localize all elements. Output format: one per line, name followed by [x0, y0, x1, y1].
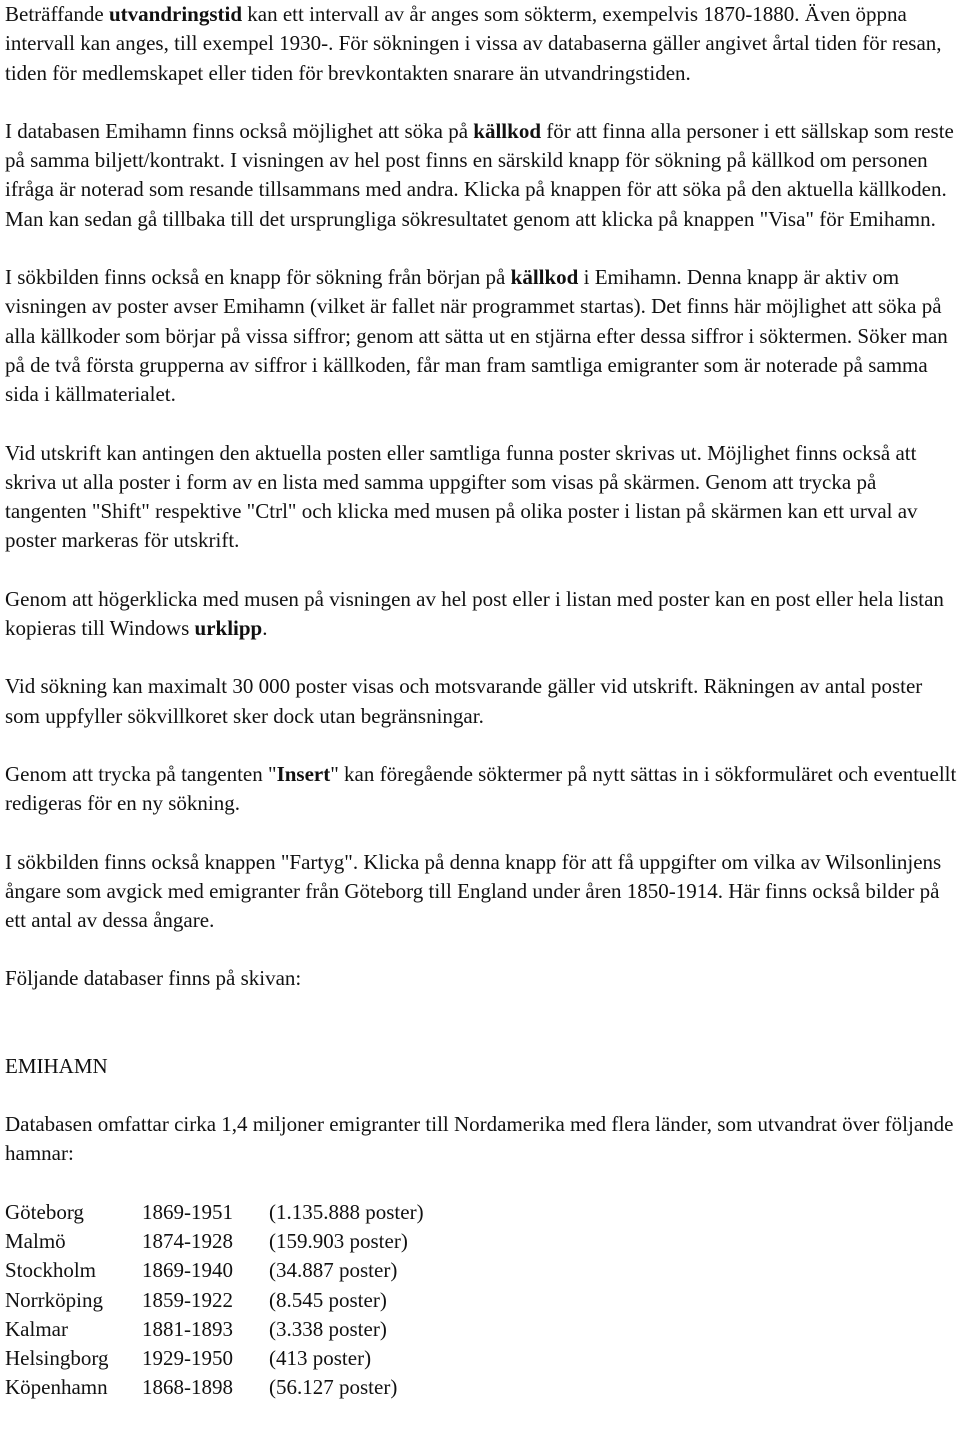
paragraph-utskrift: Vid utskrift kan antingen den aktuella posten eller samtliga funna poster skrivas ut. Möjlighet finns också att skriva ut alla poster i form av en lista med samma uppgifter som visas på skärmen. Genom att trycka på tangenten "Shift" respektive "Ctrl" och klicka med musen på olika poster i listan på skärmen kan ett urval av poster markeras för utskrift. [5, 440, 918, 553]
table-row [5, 1344, 424, 1373]
port-name: Köpenhamn [5, 1375, 108, 1400]
section-description: Databasen omfattar cirka 1,4 miljoner emigranter till Nordamerika med flera länder, som utvandrat över följande hamnar: [5, 1112, 954, 1166]
table-row [5, 1227, 424, 1256]
table-row [5, 1286, 424, 1315]
term-kallkod: källkod [473, 118, 542, 143]
port-count: (159.903 poster) [269, 1228, 408, 1253]
term-utvandringstid: utvandringstid [108, 2, 243, 26]
table-row [5, 1315, 424, 1344]
port-count: (34.887 poster) [269, 1258, 398, 1283]
section-heading: EMIHAMN [5, 1053, 108, 1078]
paragraph-utvandringstid: Beträffande utvandringstid kan ett intervall av år anges som sökterm, exempelvis 1870-1880. Även öppna intervall kan anges, till exempel 1930-. För sökningen i vissa av databaserna gäller angivet årtal tiden för resan, tiden för medlemskapet eller tiden för brevkontakten snarare än utvandringstiden. [5, 2, 942, 85]
table-row [5, 1373, 424, 1402]
port-count: (56.127 poster) [269, 1375, 398, 1400]
port-years: 1874-1928 [142, 1228, 233, 1253]
term-urklipp: urklipp [194, 616, 263, 641]
port-years: 1881-1893 [142, 1316, 233, 1341]
paragraph-urklipp: Genom att högerklicka med musen på visningen av hel post eller i listan med poster kan en post eller hela listan kopieras till Windows urklipp. [5, 586, 944, 641]
table-row [5, 1198, 424, 1227]
port-name: Helsingborg [5, 1346, 109, 1371]
paragraph-kallkod-button: I sökbilden finns också en knapp för sökning från början på källkod i Emihamn. Denna knapp är aktiv om visningen av poster avser Emihamn (vilket är fallet när programmet startas). Det finns här möjlighet att söka på alla källkoder som börjar på vissa siffror; genom att sätta ut en stjärna efter dessa siffror i söktermen. Söker man på de två första grupperna av siffror i källkoden, får man fram samtliga emigranter som är noterade på samma sida i källmaterialet. [5, 265, 948, 407]
port-years: 1869-1951 [142, 1199, 233, 1224]
paragraph-fartyg: I sökbilden finns också knappen "Fartyg". Klicka på denna knapp för att få uppgifter om vilka av Wilsonlinjens ångare som avgick med emigranter från Göteborg till England under åren 1850-1914. Här finns också bilder på ett antal av dessa ångare. [5, 849, 942, 933]
port-years: 1859-1922 [142, 1287, 233, 1312]
port-count: (3.338 poster) [269, 1316, 387, 1341]
paragraph-max-poster: Vid sökning kan maximalt 30 000 poster visas och motsvarande gäller vid utskrift. Räkningen av antal poster som uppfyller sökvillkoret sker dock utan begränsningar. [5, 674, 923, 728]
paragraph-insert: Genom att trycka på tangenten "Insert" kan föregående söktermer på nytt sättas in i sökformuläret och eventuellt redigeras för en ny sökning. [5, 761, 957, 816]
table-row [5, 1256, 424, 1285]
port-count: (1.135.888 poster) [269, 1199, 424, 1224]
paragraph-databaser-intro: Följande databaser finns på skivan: [5, 966, 302, 991]
port-name: Kalmar [5, 1316, 68, 1341]
ports-table [5, 1198, 424, 1403]
port-name: Norrköping [5, 1287, 103, 1312]
port-years: 1929-1950 [142, 1346, 233, 1371]
port-name: Stockholm [5, 1258, 97, 1283]
term-kallkod: källkod [510, 265, 579, 290]
paragraph-kallkod-search: I databasen Emihamn finns också möjlighet att söka på källkod för att finna alla personer i ett sällskap som reste på samma biljett/kontrakt. I visningen av hel post finns en särskild knapp för sökning på källkod om personen ifråga är noterad som resande tillsammans med andra. Klicka på knappen för att söka på den aktuella källkoden. Man kan sedan gå tillbaka till det ursprungliga sökresultatet genom att klicka på knappen "Visa" för Emihamn. [5, 118, 954, 231]
document-page [5, 0, 957, 1403]
port-years: 1869-1940 [142, 1258, 233, 1283]
port-count: (8.545 poster) [269, 1287, 387, 1312]
port-name: Malmö [5, 1228, 66, 1253]
port-name: Göteborg [5, 1199, 84, 1224]
port-count: (413 poster) [269, 1346, 372, 1371]
port-years: 1868-1898 [142, 1375, 233, 1400]
term-insert: Insert [276, 761, 331, 786]
